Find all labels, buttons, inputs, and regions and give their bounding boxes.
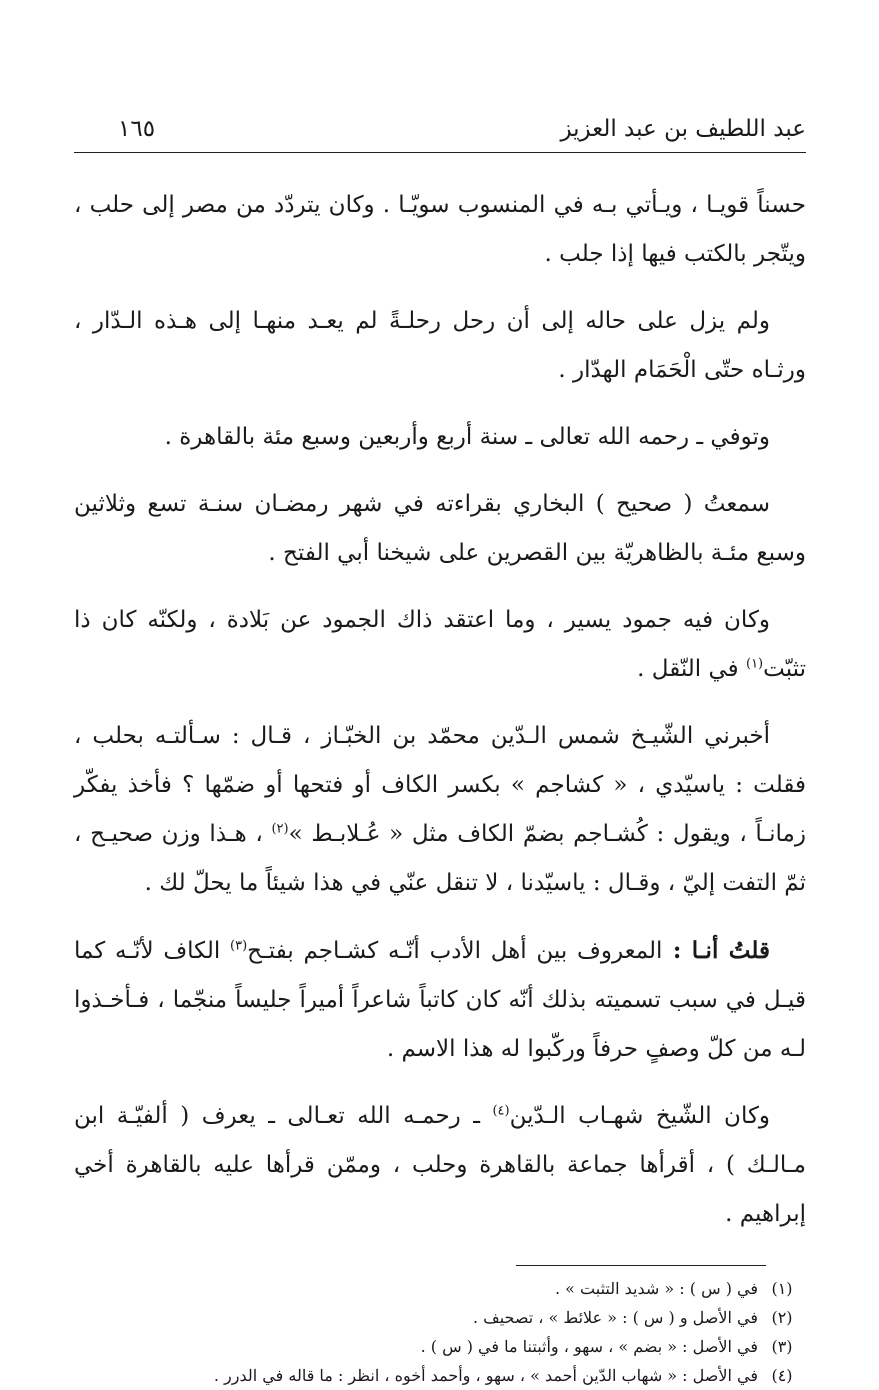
footnote-number: (٢): [771, 1308, 793, 1327]
footnote-text: في الأصل و ( س ) : « علائط » ، تصحيف .: [472, 1308, 758, 1327]
main-text: [74, 181, 806, 1239]
footnote-2: [74, 1303, 806, 1332]
paragraph-4: [74, 480, 806, 578]
running-title: عبد اللطيف بن عبد العزيز: [560, 116, 806, 142]
paragraph-3: [74, 413, 806, 462]
paragraph-text: ـ رحمـه الله تعـالى ـ يعرف ( ألفيّـة ابن مـالـك ) ، أقرأها جماعة بالقاهرة وحلب ، وممّن قرأها عليه بالقاهرة أخي إبراهيم .: [74, 1103, 806, 1227]
paragraph-2: [74, 297, 806, 395]
paragraph-5: [74, 596, 806, 694]
footnote-reference: (٢): [271, 821, 289, 837]
footnote-text: في الأصل : « شهاب الدّين أحمد » ، سهو ، وأحمد أخوه ، انظر : ما قاله في الدرر .: [213, 1366, 758, 1385]
paragraph-text: وكان فيه جمود يسير ، وما اعتقد ذاك الجمود عن بَلادة ، ولكنّه كان ذا تثبّت: [74, 607, 806, 682]
paragraph-6: [74, 712, 806, 908]
paragraph-text: المعروف بين أهل الأدب أنّـه كشـاجم بفتـح: [247, 938, 663, 964]
page-number: ١٦٥: [118, 116, 156, 142]
paragraph-text: ، هـذا وزن صحيـح ، ثمّ التفت إليّ ، وقـال : ياسيّدنا ، لا تنقل عنّي في هذا شيئاً ما يحلّ لك .: [74, 821, 806, 896]
footnote-3: [74, 1332, 806, 1361]
paragraph-1: [74, 181, 806, 279]
paragraph-text: سمعتُ ( صحيح ) البخاري بقراءته في شهر رمضـان سنـة تسع وثلاثين وسبع مئـة بالظاهريّة بين القصرين على شيخنا أبي الفتح .: [74, 491, 806, 566]
book-page: [74, 112, 806, 1390]
footnote-text: في الأصل : « بضم » ، سهو ، وأثبتنا ما في ( س ) .: [420, 1337, 758, 1356]
footnote-number: (٤): [771, 1366, 793, 1385]
page-header: [74, 112, 806, 153]
footnote-reference: (٣): [230, 938, 248, 954]
footnote-reference: (٤): [492, 1103, 510, 1119]
footnote-reference: (١): [745, 656, 764, 672]
footnotes: [74, 1257, 806, 1390]
paragraph-text: الكاف لأنّـه كما قيـل في سبب تسميته بذلك أنّه كان كاتباً شاعراً أميراً جليساً منجّما ، فـأخـذوا لـه من كلّ وصفٍ حرفاً وركّبوا له هذا الاسم .: [74, 938, 806, 1062]
paragraph-7: [74, 926, 806, 1074]
paragraph-text: وتوفي ـ رحمه الله تعالى ـ سنة أربع وأربعين وسبع مئة بالقاهرة .: [164, 424, 770, 450]
footnote-1: [74, 1274, 806, 1303]
footnote-text: في ( س ) : « شديد التثبت » .: [555, 1279, 758, 1298]
paragraph-text: وكان الشّيخ شهـاب الـدّين: [509, 1103, 771, 1129]
paragraph-text: في النّقل .: [637, 656, 746, 682]
paragraph-text: أخبرني الشّيـخ شمس الـدّين محمّد بن الخبّـاز ، قـال : سـألتـه بحلب ، فقلت : ياسيّدي ، « كشاجم » بكسر الكاف أو فتحها أو ضمّها ؟ فأخذ يفكّر زمانـاً ، ويقول : كُشـاجم بضمّ الكاف مثل « عُـلابـط »: [74, 723, 806, 847]
paragraph-text: ولم يزل على حاله إلى أن رحل رحلـةً لم يعـد منهـا إلى هـذه الـدّار ، ورثـاه حتّى الْحَمَام الهدّار .: [74, 308, 806, 383]
paragraph-text: حسناً قويـا ، ويـأتي بـه في المنسوب سويّـا . وكان يتردّد من مصر إلى حلب ، ويتّجر بالكتب فيها إذا جلب .: [74, 192, 806, 267]
paragraph-8: [74, 1092, 806, 1239]
footnote-number: (١): [771, 1279, 793, 1298]
footnote-number: (٣): [771, 1337, 793, 1356]
author-remark-lead: قلتُ أنـا :: [662, 937, 770, 964]
footnote-divider: [516, 1265, 766, 1266]
